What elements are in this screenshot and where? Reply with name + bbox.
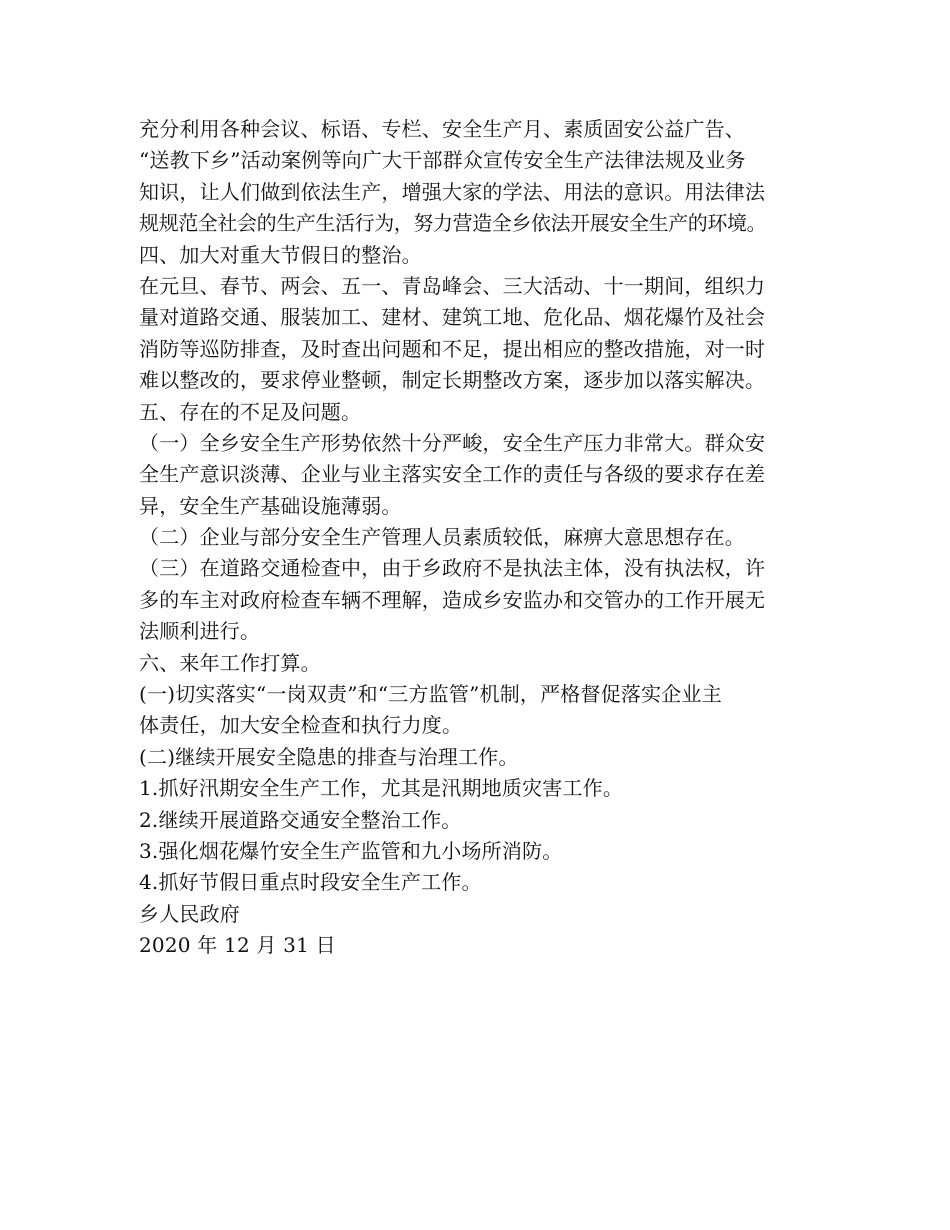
paragraph-line: 规规范全社会的生产生活行为，努力营造全乡依法开展安全生产的环境。 xyxy=(139,211,767,236)
paragraph-line: 充分利用各种会议、标语、专栏、安全生产月、素质固安公益广告、 xyxy=(139,117,745,141)
list-item: 2.继续开展道路交通安全整治工作。 xyxy=(139,807,462,832)
paragraph-line: （二）企业与部分安全生产管理人员素质较低，麻痹大意思想存在。 xyxy=(139,525,745,550)
paragraph-line: (二)继续开展安全隐患的排查与治理工作。 xyxy=(139,744,519,769)
paragraph-line: 量对道路交通、服装加工、建材、建筑工地、危化品、烟花爆竹及社会 xyxy=(139,305,766,330)
paragraph-line: 在元旦、春节、两会、五一、青岛峰会、三大活动、十一期间，组织力 xyxy=(139,273,766,298)
paragraph-line: 异，安全生产基础设施薄弱。 xyxy=(139,493,402,518)
paragraph-line: “送教下乡”活动案例等向广大干部群众宣传安全生产法律法规及业务 xyxy=(139,148,746,173)
list-item: 3.强化烟花爆竹安全生产监管和九小场所消防。 xyxy=(139,838,563,863)
section-heading: 四、加大对重大节假日的整治。 xyxy=(139,242,422,267)
signature-organization: 乡人民政府 xyxy=(139,901,240,926)
paragraph-line: 全生产意识淡薄、企业与业主落实安全工作的责任与各级的要求存在差 xyxy=(139,462,766,487)
list-item: 4.抓好节假日重点时段安全生产工作。 xyxy=(139,870,482,895)
list-item: 1.抓好汛期安全生产工作，尤其是汛期地质灾害工作。 xyxy=(139,776,624,801)
section-heading: 六、来年工作打算。 xyxy=(139,650,321,675)
paragraph-line: （三）在道路交通检查中，由于乡政府不是执法主体，没有执法权，许 xyxy=(139,556,766,581)
paragraph-line: 消防等巡防排查，及时查出问题和不足，提出相应的整改措施，对一时 xyxy=(139,336,766,361)
document-page xyxy=(139,114,829,962)
paragraph-line: (一)切实落实“一岗双责”和“三方监管”机制，严格督促落实企业主 xyxy=(139,682,722,707)
paragraph-line: （一）全乡安全生产形势依然十分严峻，安全生产压力非常大。群众安 xyxy=(139,430,766,455)
signature-date: 2020 年 12 月 31 日 xyxy=(139,933,336,958)
paragraph-line: 法顺利进行。 xyxy=(139,619,261,644)
paragraph-line: 多的车主对政府检查车辆不理解，造成乡安监办和交管办的工作开展无 xyxy=(139,587,766,612)
paragraph-line: 知识，让人们做到依法生产，增强大家的学法、用法的意识。用法律法 xyxy=(139,179,766,204)
paragraph-line: 体责任，加大安全检查和执行力度。 xyxy=(139,713,463,738)
section-heading: 五、存在的不足及问题。 xyxy=(139,399,362,424)
paragraph-line: 难以整改的，要求停业整顿，制定长期整改方案，逐步加以落实解决。 xyxy=(139,368,766,393)
